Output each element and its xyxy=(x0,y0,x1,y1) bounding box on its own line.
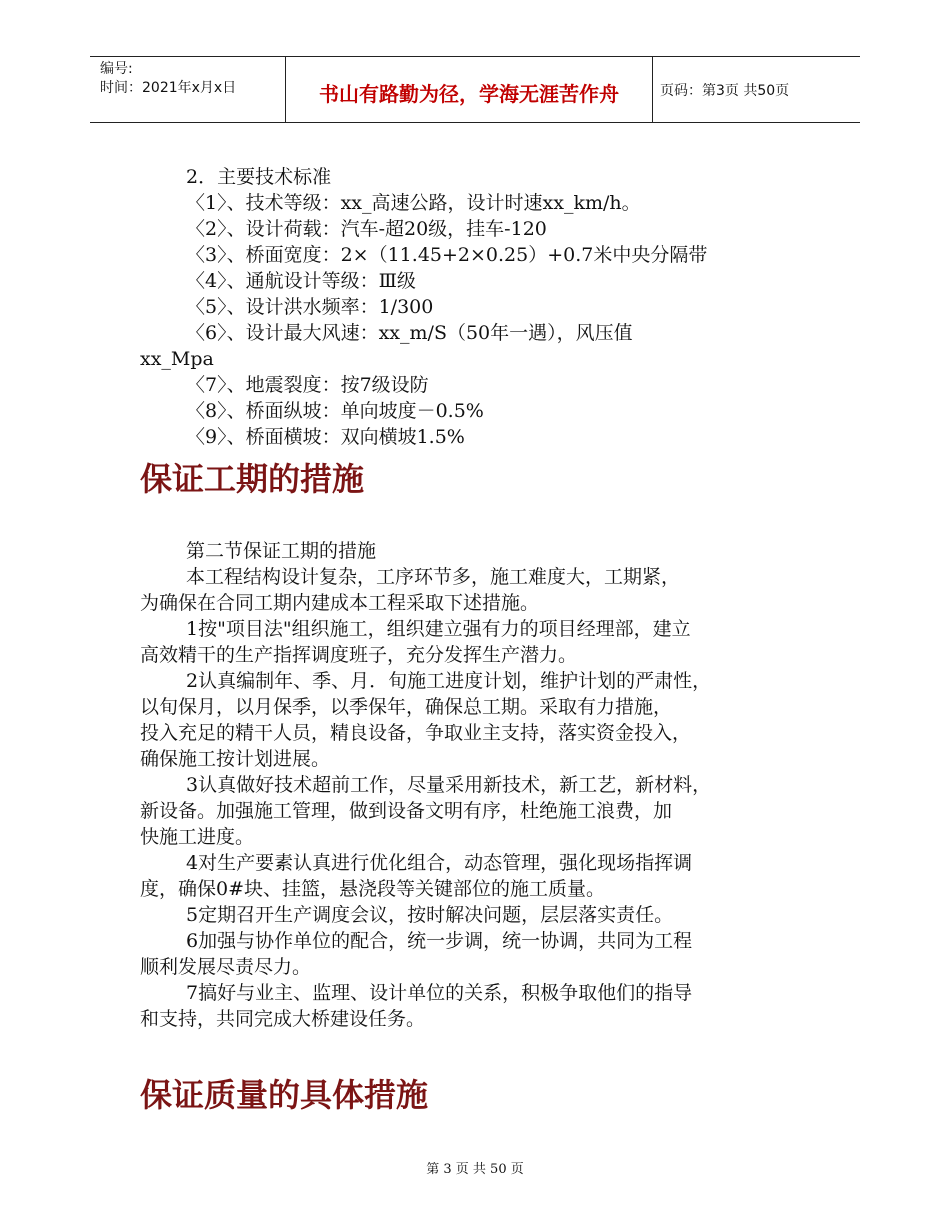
paragraph-line: 以旬保月，以月保季，以季保年，确保总工期。采取有力措施， xyxy=(140,696,673,718)
tech-standard-item: 〈7〉、地震裂度：按7级设防 xyxy=(186,374,429,396)
header-time-label: 时间：2021年x月x日 xyxy=(100,80,237,96)
paragraph-line: 高效精干的生产指挥调度班子，充分发挥生产潜力。 xyxy=(140,644,578,666)
tech-standard-item: 〈3〉、桥面宽度：2×（11.45+2×0.25）+0.7米中央分隔带 xyxy=(186,244,708,266)
paragraph-line: 本工程结构设计复杂，工序环节多，施工难度大，工期紧， xyxy=(186,566,681,588)
tech-standard-item: 〈2〉、设计荷载：汽车-超20级，挂车-120 xyxy=(186,218,547,240)
tech-standard-item: 〈5〉、设计洪水频率：1/300 xyxy=(186,296,434,318)
paragraph-line: 2认真编制年、季、月．旬施工进度计划，维护计划的严肃性， xyxy=(186,670,712,692)
paragraph-line: 确保施工按计划进展。 xyxy=(140,748,331,770)
paragraph-line: 顺利发展尽责尽力。 xyxy=(140,956,312,978)
paragraph-line: 1按"项目法"组织施工，组织建立强有力的项目经理部，建立 xyxy=(186,618,691,640)
section-heading-quality: 保证质量的具体措施 xyxy=(140,1076,429,1114)
header-number-label: 编号: xyxy=(100,61,133,77)
paragraph-line: 4对生产要素认真进行优化组合，动态管理，强化现场指挥调 xyxy=(186,852,693,874)
paragraph-line: 度，确保0#块、挂篮，悬浇段等关键部位的施工质量。 xyxy=(140,878,606,900)
section-subtitle: 第二节保证工期的措施 xyxy=(186,540,377,562)
page-footer: 第 3 页 共 50 页 xyxy=(426,1162,524,1177)
paragraph-line: 7搞好与业主、监理、设计单位的关系，积极争取他们的指导 xyxy=(186,982,693,1004)
paragraph-line: 3认真做好技术超前工作，尽量采用新技术，新工艺，新材料， xyxy=(186,774,712,796)
paragraph-line: 5定期召开生产调度会议，按时解决问题，层层落实责任。 xyxy=(186,904,674,926)
header-top-rule xyxy=(90,56,860,57)
tech-standard-item: xx_Mpa xyxy=(140,348,214,370)
header-divider-right xyxy=(652,56,653,122)
section-heading-schedule: 保证工期的措施 xyxy=(140,460,365,498)
paragraph-line: 6加强与协作单位的配合，统一步调，统一协调，共同为工程 xyxy=(186,930,693,952)
paragraph-line: 新设备。加强施工管理，做到设备文明有序，杜绝施工浪费，加 xyxy=(140,800,673,822)
tech-standard-item: 〈8〉、桥面纵坡：单向坡度－0.5% xyxy=(186,400,484,422)
header-motto: 书山有路勤为径，学海无涯苦作舟 xyxy=(319,82,619,106)
header-divider-left xyxy=(285,56,286,122)
header-bottom-rule xyxy=(90,122,860,123)
paragraph-line: 和支持，共同完成大桥建设任务。 xyxy=(140,1008,426,1030)
paragraph-line: 快施工进度。 xyxy=(140,826,255,848)
paragraph-line: 投入充足的精干人员，精良设备，争取业主支持，落实资金投入， xyxy=(140,722,692,744)
tech-standard-item: 〈6〉、设计最大风速：xx_m/S（50年一遇），风压值 xyxy=(186,322,633,344)
tech-standards-title: 2．主要技术标准 xyxy=(186,166,332,188)
tech-standard-item: 〈4〉、通航设计等级：Ⅲ级 xyxy=(186,270,416,292)
tech-standard-item: 〈9〉、桥面横坡：双向横坡1.5% xyxy=(186,426,465,448)
tech-standard-item: 〈1〉、技术等级：xx_高速公路，设计时速xx_km/h。 xyxy=(186,192,641,214)
header-page-number: 页码：第3页 共50页 xyxy=(660,83,790,99)
paragraph-line: 为确保在合同工期内建成本工程采取下述措施。 xyxy=(140,592,540,614)
